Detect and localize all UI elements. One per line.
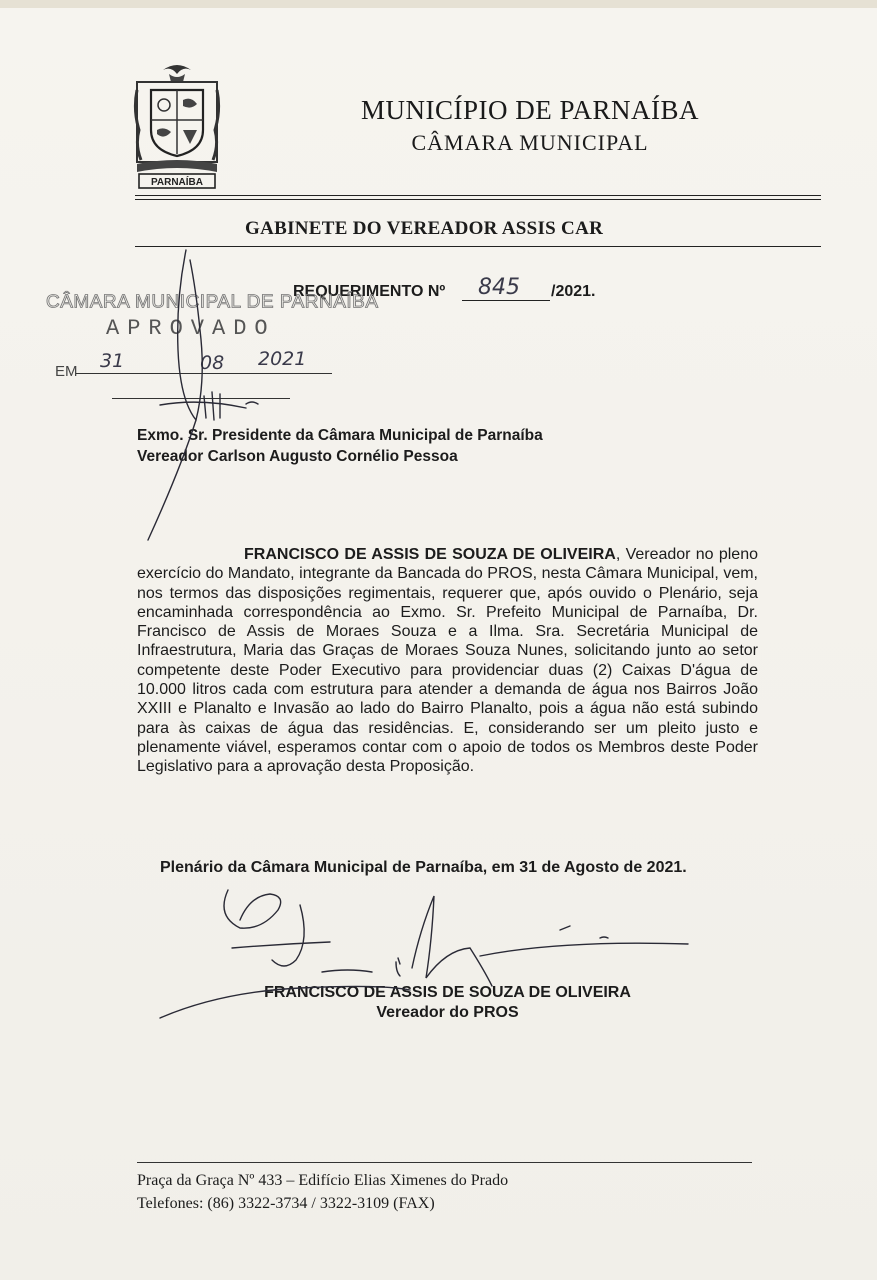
approval-stamp-title: CÂMARA MUNICIPAL DE PARNAÍBA [46,292,379,313]
signatory-name: FRANCISCO DE ASSIS DE SOUZA DE OLIVEIRA [264,984,631,1001]
footer-address: Praça da Graça Nº 433 – Edifício Elias Ximenes do Prado [137,1172,509,1189]
svg-text:PARNAÍBA: PARNAÍBA [150,177,204,188]
author-name: FRANCISCO DE ASSIS DE SOUZA DE OLIVEIRA [244,546,616,563]
approval-stamp-em: EM [55,363,78,380]
approval-month: 08 [200,352,225,374]
addressee-line-2: Vereador Carlson Augusto Cornélio Pessoa [137,448,458,465]
signatory-role: Vereador do PROS [376,1004,519,1021]
office-title: GABINETE DO VEREADOR ASSIS CAR [245,218,604,239]
request-number: 845 [478,275,520,300]
request-label: REQUERIMENTO Nº [293,283,446,300]
request-year: /2021. [551,283,596,300]
footer-rule [137,1162,752,1163]
approval-stamp-status: APROVADO [106,316,276,341]
stamp-rubric-signature [178,250,203,420]
approval-year: 2021 [258,348,307,370]
request-body-text: , Vereador no pleno exercício do Mandato, integrante da Bancada do PROS, nesta Câmara Municipal, vem, nos termos das disposições regimentais, requerer que, após ouvido o Plenário, seja encaminhada correspondência ao Exmo. Sr. Prefeito Municipal de Parnaíba, Dr. Francisco de Assis de Moraes Souza e a Ilma. Sra. Secretária Municipal de Infraestrutura, Maria das Graças de Moraes Souza Nunes, solicitando junto ao setor competente deste Poder Executivo para providenciar duas (2) Caixas D'água de 10.000 litros cada com estrutura para atender a demanda de água nos Bairros João XXIII e Planalto e Invasão ao lado do Bairro Planalto, pois a água não está subindo para às caixas de água das residências. E, considerando ser um pleito justo e plenamente viável, esperamos contar com o apoio de todos os Membros deste Poder Legislativo para a aprovação desta Proposição. [137,546,758,776]
closing-line: Plenário da Câmara Municipal de Parnaíba, em 31 de Agosto de 2021. [160,859,687,876]
chamber-title: CÂMARA MUNICIPAL [411,130,649,155]
municipality-title: MUNICÍPIO DE PARNAÍBA [360,95,700,125]
main-signature [224,890,281,928]
footer-phones: Telefones: (86) 3322-3734 / 3322-3109 (FAX) [137,1195,435,1212]
addressee-line-1: Exmo. Sr. Presidente da Câmara Municipal de Parnaíba [137,427,543,444]
approval-day: 31 [100,350,125,372]
